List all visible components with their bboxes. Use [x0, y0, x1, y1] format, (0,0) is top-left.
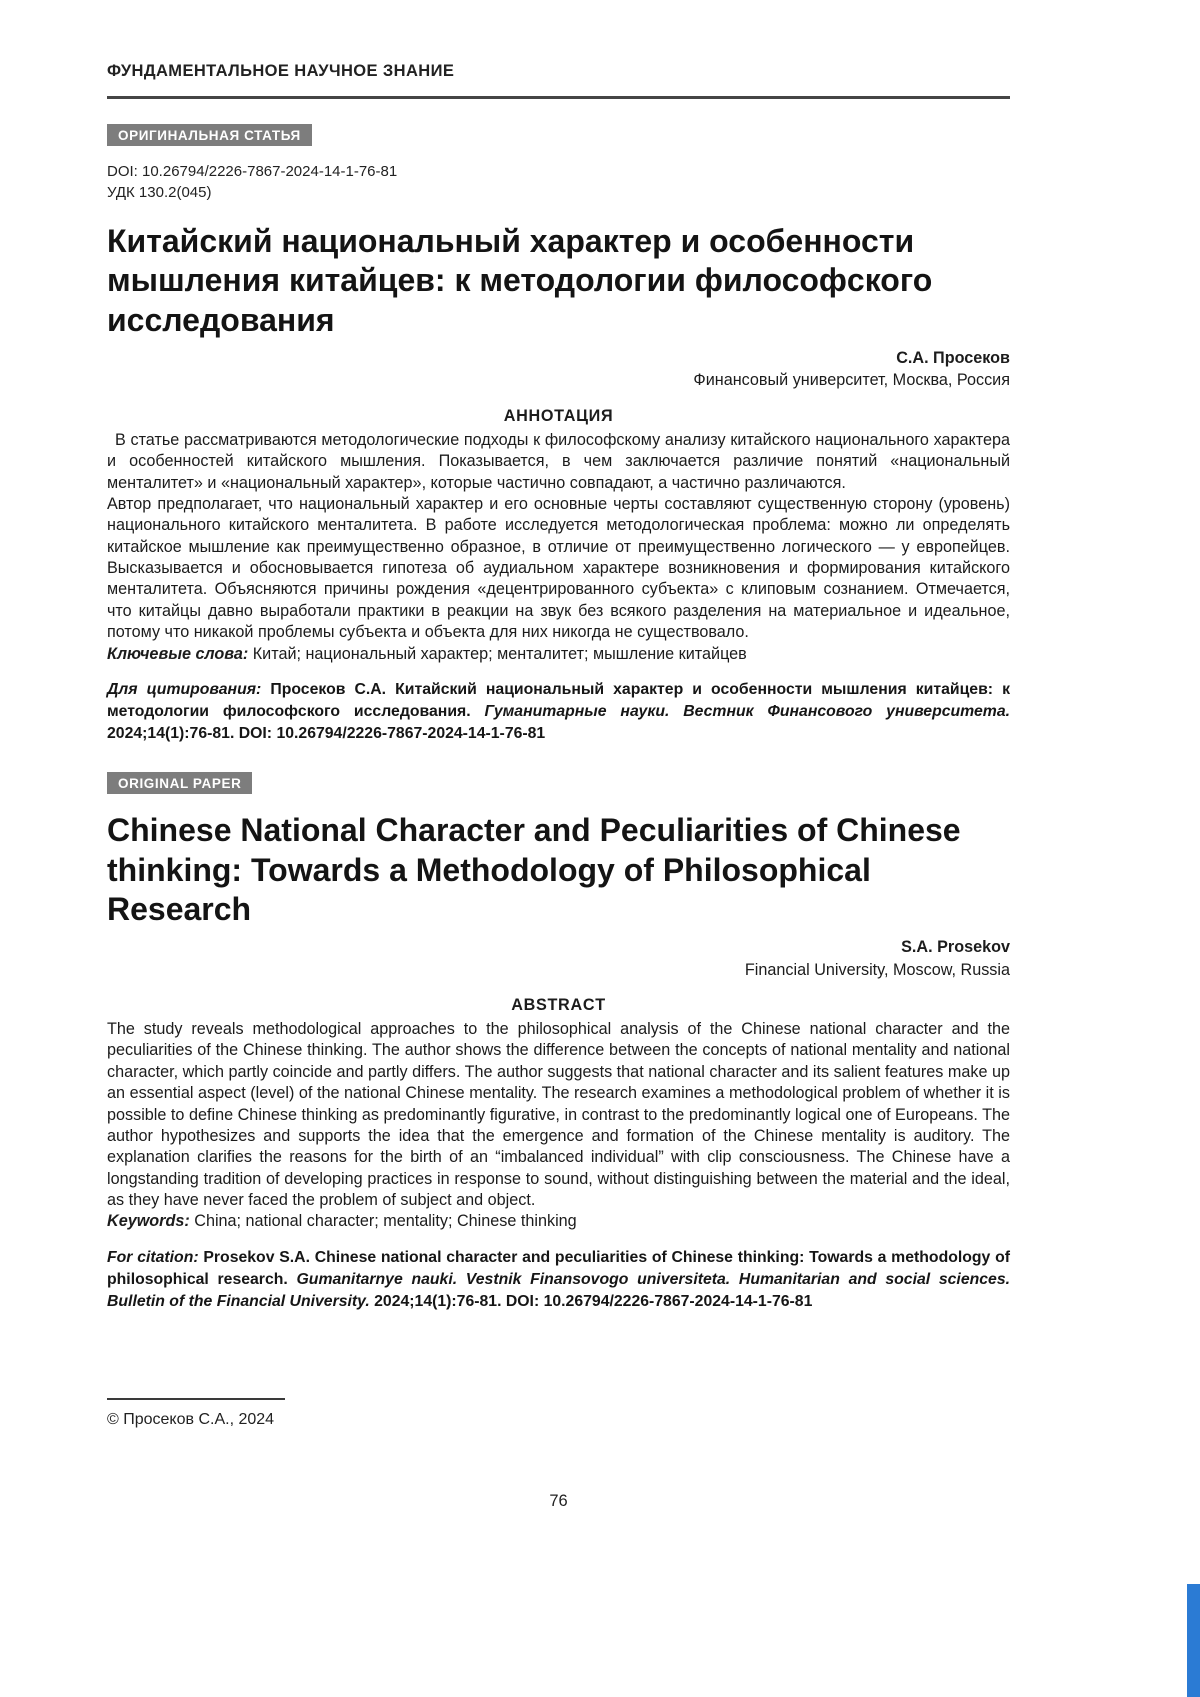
english-section — [107, 745, 1010, 1313]
citation-tail-en: 2024;14(1):76-81. DOI: 10.26794/2226-7867-2024-14-1-76-81 — [369, 1293, 813, 1311]
author-block-en — [107, 936, 1010, 981]
citation-label-en: For citation: — [107, 1248, 199, 1266]
doi-line: DOI: 10.26794/2226-7867-2024-14-1-76-81 — [107, 163, 398, 180]
keywords-line-ru — [107, 644, 1010, 665]
abstract-heading-ru: АННОТАЦИЯ — [503, 406, 614, 425]
article-meta — [107, 161, 1010, 203]
article-type-badge-ru: ОРИГИНАЛЬНАЯ СТАТЬЯ — [107, 124, 312, 146]
copyright-block — [107, 1398, 1010, 1429]
keywords-text-en: China; national character; mentality; Chinese thinking — [189, 1212, 577, 1231]
citation-journal-ru: Гуманитарные науки. Вестник Финансового университета. — [470, 703, 1010, 721]
citation-main-en: Prosekov S.A. Chinese national character and peculiarities of Chinese thinking: Towards a methodology of philosophical research. — [107, 1248, 1011, 1288]
citation-main-ru: Просеков С.А. Китайский национальный характер и особенности мышления китайцев: к методологии философского исследования. — [107, 680, 1010, 721]
copyright-line: © Просеков С.А., 2024 — [107, 1411, 275, 1428]
russian-section — [107, 99, 1010, 745]
running-head: ФУНДАМЕНТАЛЬНОЕ НАУЧНОЕ ЗНАНИЕ — [107, 62, 455, 80]
citation-tail-ru: 2024;14(1):76-81. DOI: 10.26794/2226-7867-2024-14-1-76-81 — [107, 725, 546, 743]
author-name-en: S.A. Prosekov — [901, 938, 1010, 957]
author-name-ru: С.А. Просеков — [896, 349, 1010, 368]
citation-label-ru: Для цитирования: — [107, 680, 262, 698]
abstract-heading-en: ABSTRACT — [511, 996, 606, 1015]
page-number: 76 — [549, 1492, 568, 1510]
author-block-ru — [107, 347, 1010, 392]
article-title-en: Chinese National Character and Peculiarities of Chinese thinking: Towards a Methodology of Philosophical Research — [107, 812, 961, 927]
page-content — [107, 0, 1010, 1313]
udk-line: УДК 130.2(045) — [107, 184, 212, 201]
footnote-divider — [107, 1398, 285, 1400]
article-title-ru: Китайский национальный характер и особенности мышления китайцев: к методологии философского исследования — [107, 223, 933, 338]
citation-journal-en: Gumanitarnye nauki. Vestnik Finansovogo universiteta. Humanitarian and social sciences. Bulletin of the Financial University. — [107, 1270, 1010, 1311]
author-affiliation-en: Financial University, Moscow, Russia — [744, 960, 1010, 979]
abstract-paragraph-ru-1: В статье рассматриваются методологические подходы к философскому анализу китайского национального характера и особенностей китайского мышления. Показывается, в чем заключается различие понятий «национальный менталитет» и «национальный характер», которые частично совпадают, а частично различаются. — [107, 430, 1010, 492]
author-affiliation-ru: Финансовый университет, Москва, Россия — [693, 371, 1010, 390]
keywords-text-ru: Китай; национальный характер; менталитет; мышление китайцев — [248, 644, 747, 663]
citation-block-en — [107, 1247, 1010, 1313]
keywords-label-ru: Ключевые слова: — [107, 644, 249, 663]
citation-block-ru — [107, 679, 1010, 745]
abstract-paragraph-en: The study reveals methodological approaches to the philosophical analysis of the Chinese national character and the peculiarities of the Chinese thinking. The author shows the difference between the concepts of national mentality and national character, which partly coincide and partly differs. The author suggests that national character and its salient features make up an essential aspect (level) of the national Chinese mentality. The research examines a methodological problem of whether it is possible to define Chinese thinking as predominantly figurative, in contrast to the predominantly logical one of Europeans. The author hypothesizes and supports the idea that the emergence and formation of the Chinese mentality is auditory. The explanation clarifies the reasons for the birth of an “imbalanced individual” with clip consciousness. The Chinese have a longstanding tradition of developing practices in response to sound, without distinguishing between the material and the ideal, as they have never faced the problem of subject and object. — [107, 1020, 1010, 1210]
abstract-paragraph-ru-2: Автор предполагает, что национальный характер и его основные черты составляют существенную сторону (уровень) национального китайского менталитета. В работе исследуется методологическая проблема: можно ли определять китайское мышление как преимущественно образное, в отличие от преимущественно логического — у европейцев. Высказывается и обосновывается гипотеза об аудиальном характере возникновения и формирования китайского менталитета. Объясняются причины рождения «децентрированного субъекта» с клиповым сознанием. Отмечается, что китайцы давно выработали практики в реакции на звук без всякого разделения на материальное и идеальное, потому что никакой проблемы субъекта и объекта для них никогда не существовало. — [107, 494, 1010, 642]
article-type-badge-en: ORIGINAL PAPER — [107, 772, 252, 794]
page-edge-accent-bar — [1187, 1584, 1200, 1697]
keywords-line-en — [107, 1211, 1010, 1232]
keywords-label-en: Keywords: — [107, 1212, 190, 1231]
